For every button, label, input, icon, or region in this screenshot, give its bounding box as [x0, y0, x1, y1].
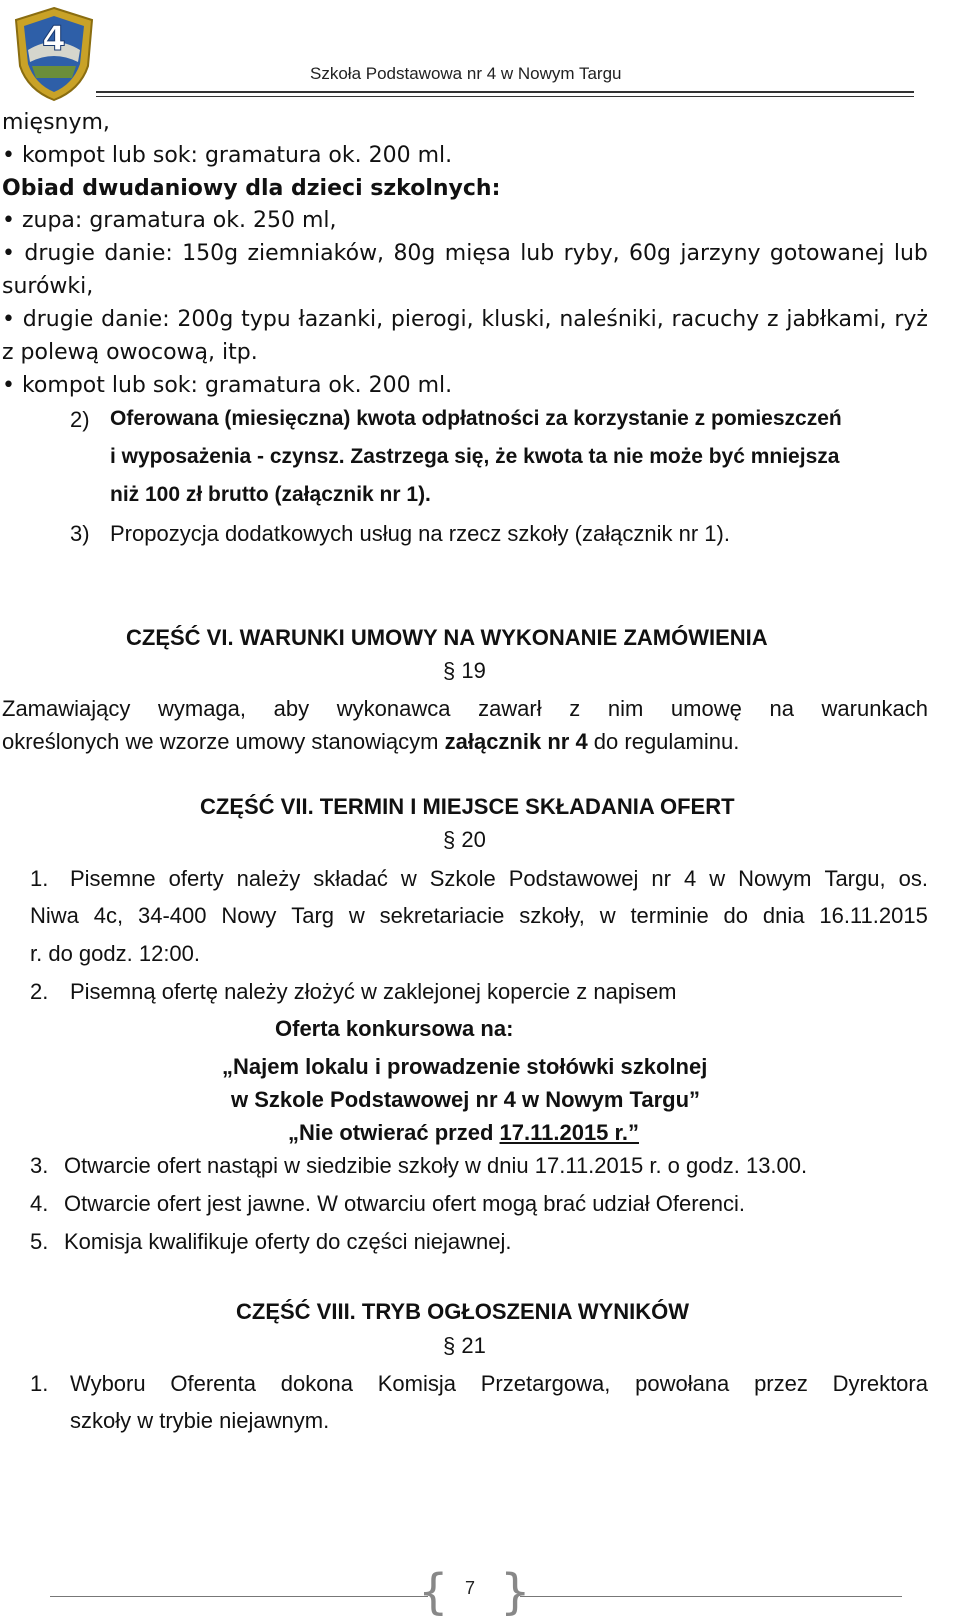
menu-line: • zupa: gramatura ok. 250 ml,	[2, 208, 337, 233]
page-number: 7	[465, 1578, 476, 1598]
menu-line: • kompot lub sok: gramatura ok. 200 ml.	[2, 373, 453, 398]
item2-line: i wyposażenia - czynsz. Zastrzega się, że kwota ta nie może być mniejsza	[110, 445, 840, 468]
item-number: 3)	[70, 521, 90, 546]
item-number: 1.	[30, 866, 49, 891]
offer-line: „Najem lokalu i prowadzenie stołówki szkolnej	[222, 1054, 708, 1079]
section-heading: CZĘŚĆ VI. WARUNKI UMOWY NA WYKONANIE ZAMÓWIENIA	[126, 625, 768, 650]
body-line-justified: Zamawiający wymaga, aby wykonawca zawarł z nim umowę na warunkach	[2, 696, 928, 721]
paragraph-number: § 20	[443, 827, 486, 852]
footer-rule-right	[520, 1596, 902, 1597]
body-line: określonych we wzorze umowy stanowiącym załącznik nr 4 do regulaminu.	[2, 729, 740, 754]
body-line: Komisja kwalifikuje oferty do części niejawnej.	[64, 1229, 512, 1254]
body-line-justified: Niwa 4c, 34-400 Nowy Targ w sekretariacie szkoły, w terminie do dnia 16.11.2015	[30, 903, 928, 928]
item2-line: Oferowana (miesięczna) kwota odpłatności za korzystanie z pomieszczeń	[110, 407, 842, 430]
menu-line: z polewą owocową, itp.	[2, 340, 258, 365]
header-rule	[96, 91, 914, 93]
right-brace-icon: }	[500, 1564, 531, 1620]
header-rule-thin	[96, 96, 914, 97]
offer-line: w Szkole Podstawowej nr 4 w Nowym Targu”	[231, 1087, 701, 1112]
menu-line-justified: • drugie danie: 200g typu łazanki, pierogi, kluski, naleśniki, racuchy z jabłkami, ryż	[2, 307, 928, 332]
body-line: r. do godz. 12:00.	[30, 941, 201, 966]
menu-subheading: Obiad dwudaniowy dla dzieci szkolnych:	[2, 176, 501, 201]
section-heading: CZĘŚĆ VII. TERMIN I MIEJSCE SKŁADANIA OFERT	[200, 794, 735, 819]
left-brace-icon: {	[418, 1564, 449, 1620]
item2-line: niż 100 zł brutto (załącznik nr 1).	[110, 483, 431, 506]
header-school-name: Szkoła Podstawowa nr 4 w Nowym Targu	[310, 64, 622, 83]
body-line-justified: Wyboru Oferenta dokona Komisja Przetargowa, powołana przez Dyrektora	[70, 1371, 928, 1396]
body-line: szkoły w trybie niejawnym.	[70, 1408, 330, 1433]
body-line: Otwarcie ofert nastąpi w siedzibie szkoły w dniu 17.11.2015 r. o godz. 13.00.	[64, 1153, 808, 1178]
offer-line: „Nie otwierać przed 17.11.2015 r.”	[288, 1120, 639, 1145]
item-number: 5.	[30, 1229, 49, 1254]
item3-text: Propozycja dodatkowych usług na rzecz szkoły (załącznik nr 1).	[110, 521, 730, 546]
menu-line: mięsnym,	[2, 110, 110, 135]
menu-line-justified: • drugie danie: 150g ziemniaków, 80g mięsa lub ryby, 60g jarzyny gotowanej lub	[2, 241, 928, 266]
body-line: Otwarcie ofert jest jawne. W otwarciu ofert mogą brać udział Oferenci.	[64, 1191, 746, 1216]
paragraph-number: § 19	[443, 658, 486, 683]
footer-rule-left	[50, 1596, 428, 1597]
item-number: 3.	[30, 1153, 49, 1178]
item-number: 2.	[30, 979, 49, 1004]
item-number: 4.	[30, 1191, 49, 1216]
menu-line: surówki,	[2, 274, 94, 299]
body-line-justified: Pisemne oferty należy składać w Szkole Podstawowej nr 4 w Nowym Targu, os.	[70, 866, 928, 891]
paragraph-number: § 21	[443, 1333, 486, 1358]
section-heading: CZĘŚĆ VIII. TRYB OGŁOSZENIA WYNIKÓW	[236, 1299, 690, 1324]
item-number: 2)	[70, 407, 90, 432]
menu-line: • kompot lub sok: gramatura ok. 200 ml.	[2, 143, 453, 168]
item-number: 1.	[30, 1371, 49, 1396]
logo-number: 4	[42, 19, 66, 59]
offer-title: Oferta konkursowa na:	[275, 1016, 514, 1041]
school-logo	[8, 4, 100, 104]
body-line: Pisemną ofertę należy złożyć w zaklejonej kopercie z napisem	[70, 979, 677, 1004]
